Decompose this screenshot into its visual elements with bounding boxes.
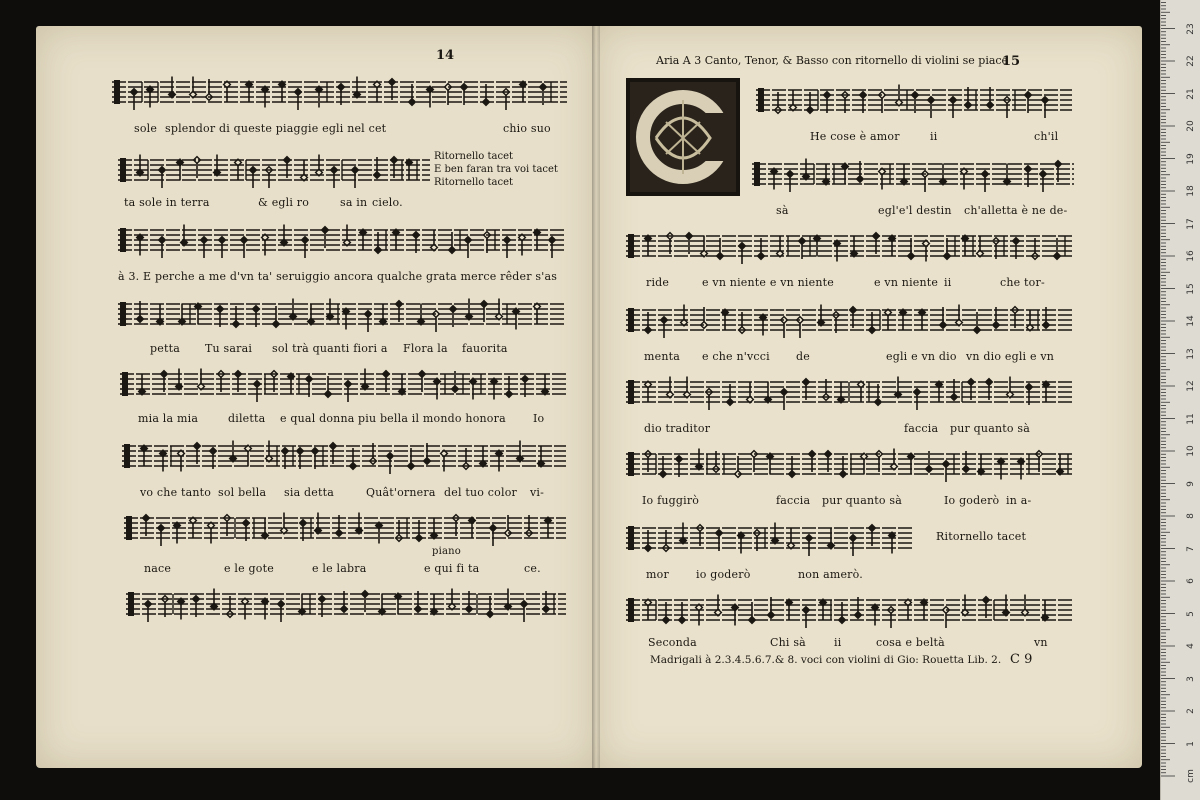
note-head bbox=[940, 322, 947, 329]
left-staff-6 bbox=[122, 434, 566, 474]
right-lyric-6d: Io goderò bbox=[944, 494, 1000, 507]
right-lyric-1a: He cose è amor bbox=[810, 130, 900, 143]
note-head bbox=[968, 379, 975, 386]
note-head bbox=[336, 530, 343, 537]
note-head bbox=[483, 99, 490, 106]
note-head bbox=[295, 89, 302, 96]
clef bbox=[114, 80, 120, 104]
left-lyric-6d: Quât'ornera bbox=[366, 486, 436, 499]
note-head bbox=[807, 107, 814, 114]
left-staff-8 bbox=[126, 582, 566, 622]
note-head bbox=[413, 232, 420, 239]
note-head bbox=[787, 171, 794, 178]
right-lyric-1c: ch'il bbox=[1034, 130, 1059, 143]
note-head bbox=[219, 237, 226, 244]
ruler-label: 13 bbox=[1186, 347, 1196, 360]
right-lyric-7b: io goderò bbox=[696, 568, 751, 581]
ruler-label: 17 bbox=[1186, 217, 1196, 230]
left-lyric-5c: e qual donna bbox=[280, 412, 355, 425]
right-lyric-6a: Io fuggirò bbox=[642, 494, 700, 507]
left-side-note-1: Ritornello tacet bbox=[434, 151, 514, 162]
right-lyric-3b: e vn niente e vn niente bbox=[702, 276, 834, 289]
note-head bbox=[1055, 161, 1062, 168]
right-lyric-1b: ii bbox=[930, 130, 938, 143]
right-lyric-2c: ch'alletta è ne de- bbox=[964, 204, 1068, 217]
ruler-label: 12 bbox=[1186, 380, 1196, 392]
note-head bbox=[850, 307, 857, 314]
note-head bbox=[416, 535, 423, 542]
clef bbox=[628, 380, 634, 404]
ruler-label: 16 bbox=[1186, 250, 1196, 262]
note-head bbox=[201, 237, 208, 244]
note-head bbox=[676, 456, 683, 463]
note-head bbox=[449, 247, 456, 254]
note-head bbox=[850, 535, 857, 542]
left-lyric-6e: del tuo color bbox=[444, 486, 517, 499]
note-head bbox=[217, 306, 224, 313]
note-head bbox=[789, 471, 796, 478]
note-head bbox=[540, 84, 547, 91]
left-staff-1 bbox=[112, 70, 567, 110]
note-head bbox=[663, 617, 670, 624]
note-head bbox=[716, 530, 723, 537]
note-head bbox=[521, 601, 528, 608]
clef bbox=[120, 228, 126, 252]
left-staff-2 bbox=[118, 148, 430, 188]
note-head bbox=[908, 253, 915, 260]
left-lyric-1b: splendor di queste piaggie egli nel cet bbox=[165, 122, 387, 135]
note-head bbox=[250, 167, 257, 174]
note-head bbox=[993, 322, 1000, 329]
clef bbox=[628, 234, 634, 258]
clef bbox=[758, 88, 764, 112]
left-lyric-6f: vi- bbox=[530, 486, 545, 499]
note-head bbox=[487, 611, 494, 618]
right-staff-2 bbox=[752, 152, 1074, 192]
note-head bbox=[159, 167, 166, 174]
note-head bbox=[338, 84, 345, 91]
note-head bbox=[912, 92, 919, 99]
note-head bbox=[974, 327, 981, 334]
note-head bbox=[306, 376, 313, 383]
note-head bbox=[193, 596, 200, 603]
clef bbox=[628, 598, 634, 622]
right-lyric-5c: pur quanto sà bbox=[950, 422, 1030, 435]
ruler-label: 21 bbox=[1186, 87, 1196, 100]
note-head bbox=[928, 97, 935, 104]
note-head bbox=[950, 97, 957, 104]
note-head bbox=[1040, 171, 1047, 178]
note-head bbox=[282, 448, 289, 455]
note-head bbox=[965, 102, 972, 109]
note-head bbox=[840, 471, 847, 478]
note-head bbox=[1054, 253, 1061, 260]
ruler-label: 1 bbox=[1186, 740, 1196, 747]
note-head bbox=[660, 471, 667, 478]
note-head bbox=[1025, 92, 1032, 99]
note-head bbox=[686, 233, 693, 240]
ruler-label: 7 bbox=[1186, 545, 1196, 552]
note-head bbox=[253, 306, 260, 313]
note-head bbox=[727, 399, 734, 406]
left-lyric-7d: e qui fi ta bbox=[424, 562, 480, 575]
left-staff-4 bbox=[118, 292, 566, 332]
ruler-label: 10 bbox=[1186, 445, 1196, 457]
left-lyric-1c: chio suo bbox=[503, 122, 551, 135]
right-lyric-8c: ii bbox=[834, 636, 842, 649]
note-head bbox=[161, 371, 168, 378]
right-staff-7 bbox=[626, 516, 912, 556]
note-head bbox=[490, 525, 497, 532]
ruler-label: 22 bbox=[1186, 55, 1196, 67]
decorated-initial-c bbox=[626, 78, 740, 196]
note-head bbox=[679, 617, 686, 624]
right-lyric-8a: Seconda bbox=[648, 636, 697, 649]
note-head bbox=[543, 606, 550, 613]
left-staff-7 bbox=[124, 506, 566, 546]
note-head bbox=[322, 227, 329, 234]
note-head bbox=[145, 601, 152, 608]
note-head bbox=[986, 379, 993, 386]
note-head bbox=[143, 515, 150, 522]
right-staff-8 bbox=[626, 588, 1072, 628]
left-side-note-2: E ben faran tra voi tacet bbox=[434, 164, 558, 175]
note-head bbox=[1043, 322, 1050, 329]
note-head bbox=[661, 317, 668, 324]
right-page-number: 15 bbox=[1002, 54, 1021, 69]
left-lyric-6a: vo che tanto bbox=[140, 486, 212, 499]
left-lyric-6c: sia detta bbox=[284, 486, 334, 499]
note-head bbox=[254, 381, 261, 388]
note-head bbox=[297, 448, 304, 455]
page-footer: Madrigali à 2.3.4.5.6.7.& 8. voci con violini di Gio: Rouetta Lib. 2. bbox=[650, 654, 1002, 666]
note-head bbox=[522, 376, 529, 383]
note-head bbox=[869, 525, 876, 532]
note-head bbox=[466, 606, 473, 613]
left-lyric-2a: ta sole in terra bbox=[124, 196, 210, 209]
right-staff-5 bbox=[626, 370, 1074, 410]
note-head bbox=[987, 102, 994, 109]
ruler-label: 4 bbox=[1186, 643, 1196, 649]
left-lyric-4e: fauorita bbox=[462, 342, 508, 355]
left-lyric-5e: Io bbox=[533, 412, 545, 425]
clef bbox=[628, 526, 634, 550]
note-head bbox=[452, 386, 459, 393]
left-lyric-4a: petta bbox=[150, 342, 180, 355]
note-head bbox=[809, 451, 816, 458]
note-head bbox=[331, 167, 338, 174]
right-lyric-3d: ii bbox=[944, 276, 952, 289]
note-head bbox=[739, 243, 746, 250]
left-lyric-4b: Tu sarai bbox=[205, 342, 253, 355]
right-lyric-8b: Chi sà bbox=[770, 636, 806, 649]
left-lyric-7e: ce. bbox=[524, 562, 541, 575]
left-lyric-2d: cielo. bbox=[372, 196, 403, 209]
left-side-note-3: Ritornello tacet bbox=[434, 177, 514, 188]
note-head bbox=[450, 306, 457, 313]
note-head bbox=[768, 612, 775, 619]
note-head bbox=[383, 371, 390, 378]
note-head bbox=[365, 311, 372, 318]
left-lyric-5a: mia la mia bbox=[138, 412, 199, 425]
right-lyric-4d: egli e vn dio bbox=[886, 350, 957, 363]
ruler-label: 9 bbox=[1186, 480, 1196, 487]
note-head bbox=[860, 92, 867, 99]
right-lyric-4a: menta bbox=[644, 350, 681, 363]
note-head bbox=[391, 157, 398, 164]
aria-header: Aria A 3 Canto, Tenor, & Basso con ritornello di violini se piace bbox=[656, 54, 1009, 67]
right-staff-3 bbox=[626, 224, 1074, 264]
left-lyric-7a: nace bbox=[144, 562, 172, 575]
clef bbox=[120, 158, 126, 182]
clef bbox=[628, 452, 634, 476]
clef bbox=[754, 162, 760, 186]
note-head bbox=[210, 448, 217, 455]
note-head bbox=[362, 591, 369, 598]
note-head bbox=[645, 545, 652, 552]
right-lyric-5a: dio traditor bbox=[644, 422, 711, 435]
note-head bbox=[857, 176, 864, 183]
note-head bbox=[415, 606, 422, 613]
note-head bbox=[506, 391, 513, 398]
book-gutter bbox=[592, 26, 600, 768]
note-head bbox=[1026, 384, 1033, 391]
note-head bbox=[350, 463, 357, 470]
right-lyric-4b: e che n'vcci bbox=[702, 350, 770, 363]
right-lyric-6c: pur quanto sà bbox=[822, 494, 902, 507]
note-head bbox=[375, 247, 382, 254]
note-head bbox=[387, 453, 394, 460]
note-head bbox=[855, 612, 862, 619]
left-lyric-7c: e le labra bbox=[312, 562, 367, 575]
note-head bbox=[824, 92, 831, 99]
right-lyric-6b: faccia bbox=[776, 494, 811, 507]
note-head bbox=[241, 237, 248, 244]
left-lyric-1a: sole bbox=[134, 122, 158, 135]
note-head bbox=[1042, 97, 1049, 104]
note-head bbox=[943, 461, 950, 468]
note-head bbox=[284, 157, 291, 164]
note-head bbox=[982, 171, 989, 178]
note-head bbox=[330, 443, 337, 450]
note-head bbox=[875, 399, 882, 406]
note-head bbox=[1025, 166, 1032, 173]
note-head bbox=[806, 535, 813, 542]
ruler-label: cm bbox=[1186, 769, 1196, 783]
note-head bbox=[325, 391, 332, 398]
left-lyric-5d: piu bella il mondo honora bbox=[358, 412, 506, 425]
note-head bbox=[461, 84, 468, 91]
note-head bbox=[235, 371, 242, 378]
note-head bbox=[345, 381, 352, 388]
note-head bbox=[137, 316, 144, 323]
note-head bbox=[243, 520, 250, 527]
clef bbox=[124, 444, 130, 468]
clef bbox=[122, 372, 128, 396]
note-head bbox=[944, 253, 951, 260]
left-lyric-4d: Flora la bbox=[403, 342, 448, 355]
note-head bbox=[963, 466, 970, 473]
right-lyric-3e: che tor- bbox=[1000, 276, 1045, 289]
ruler-label: 6 bbox=[1186, 578, 1196, 584]
clef bbox=[128, 592, 134, 616]
left-side-note bbox=[434, 150, 558, 189]
right-lyric-8e: vn bbox=[1034, 636, 1048, 649]
clef bbox=[126, 516, 132, 540]
note-head bbox=[481, 301, 488, 308]
ruler-label: 11 bbox=[1186, 412, 1196, 425]
right-lyric-2b: egl'e'l destin bbox=[878, 204, 952, 217]
right-lyric-8d: cosa e beltà bbox=[876, 636, 945, 649]
note-head bbox=[419, 371, 426, 378]
note-head bbox=[409, 99, 416, 106]
right-lyric-2a: sà bbox=[776, 204, 789, 217]
note-head bbox=[159, 237, 166, 244]
note-head bbox=[278, 601, 285, 608]
right-lyric-7a: mor bbox=[646, 568, 669, 581]
note-head bbox=[131, 89, 138, 96]
left-page-number: 14 bbox=[436, 48, 455, 63]
left-lyric-4c: sol trà quanti fiori a bbox=[272, 342, 388, 355]
left-lyric-2b: & egli ro bbox=[258, 196, 310, 209]
ruler-label: 14 bbox=[1186, 315, 1196, 327]
note-head bbox=[194, 443, 201, 450]
note-head bbox=[803, 607, 810, 614]
note-head bbox=[300, 520, 307, 527]
note-head bbox=[951, 394, 958, 401]
right-side-note: Ritornello tacet bbox=[936, 530, 1027, 543]
dynamic-marking: piano bbox=[432, 546, 462, 557]
clef bbox=[628, 308, 634, 332]
right-lyric-4c: de bbox=[796, 350, 810, 363]
left-lyric-3: à 3. E perche a me d'vn ta' seruiggio ancora qualche grata merce rêder s'as bbox=[118, 270, 558, 283]
note-head bbox=[1013, 238, 1020, 245]
note-head bbox=[749, 617, 756, 624]
note-head bbox=[799, 238, 806, 245]
clef bbox=[120, 302, 126, 326]
note-head bbox=[781, 389, 788, 396]
ruler-label: 19 bbox=[1186, 152, 1196, 165]
ruler-label: 5 bbox=[1186, 610, 1196, 617]
left-staff-5 bbox=[120, 362, 566, 402]
right-staff-1 bbox=[756, 78, 1072, 118]
note-head bbox=[869, 327, 876, 334]
right-lyric-3a: ride bbox=[646, 276, 670, 289]
right-lyric-4e: vn dio egli e vn bbox=[966, 350, 1055, 363]
note-head bbox=[758, 253, 765, 260]
note-head bbox=[504, 237, 511, 244]
note-head bbox=[158, 525, 165, 532]
ruler-label: 23 bbox=[1186, 22, 1196, 35]
ruler-label: 8 bbox=[1186, 513, 1196, 519]
note-head bbox=[803, 379, 810, 386]
note-head bbox=[873, 233, 880, 240]
measurement-ruler bbox=[1160, 0, 1200, 800]
ruler-label: 20 bbox=[1186, 120, 1196, 132]
note-head bbox=[914, 389, 921, 396]
note-head bbox=[717, 253, 724, 260]
note-head bbox=[465, 237, 472, 244]
right-lyric-7c: non amerò. bbox=[798, 568, 863, 581]
right-staff-6 bbox=[626, 442, 1074, 482]
note-head bbox=[389, 79, 396, 86]
left-lyric-5b: diletta bbox=[228, 412, 266, 425]
note-head bbox=[396, 301, 403, 308]
right-lyric-5b: faccia bbox=[904, 422, 939, 435]
note-head bbox=[273, 321, 280, 328]
note-head bbox=[549, 237, 556, 244]
note-head bbox=[312, 448, 319, 455]
note-head bbox=[408, 463, 415, 470]
note-head bbox=[645, 327, 652, 334]
right-lyric-6e: in a- bbox=[1006, 494, 1032, 507]
note-head bbox=[374, 172, 381, 179]
right-lyric-3c: e vn niente bbox=[874, 276, 939, 289]
left-staff-3 bbox=[118, 218, 566, 258]
ruler-label: 18 bbox=[1186, 185, 1196, 197]
note-head bbox=[839, 617, 846, 624]
note-head bbox=[352, 167, 359, 174]
ruler-label: 15 bbox=[1186, 282, 1196, 295]
left-lyric-7b: e le gote bbox=[224, 562, 274, 575]
note-head bbox=[302, 237, 309, 244]
left-lyric-2c: sa in bbox=[340, 196, 368, 209]
ruler-label: 3 bbox=[1186, 675, 1196, 682]
left-lyric-6b: sol bella bbox=[218, 486, 267, 499]
note-head bbox=[926, 466, 933, 473]
note-head bbox=[983, 597, 990, 604]
signature-mark: C 9 bbox=[1010, 652, 1033, 667]
note-head bbox=[319, 596, 326, 603]
ruler-label: 2 bbox=[1186, 708, 1196, 714]
note-head bbox=[341, 606, 348, 613]
right-staff-4 bbox=[626, 298, 1074, 338]
note-head bbox=[233, 321, 240, 328]
note-head bbox=[424, 458, 431, 465]
note-head bbox=[825, 451, 832, 458]
